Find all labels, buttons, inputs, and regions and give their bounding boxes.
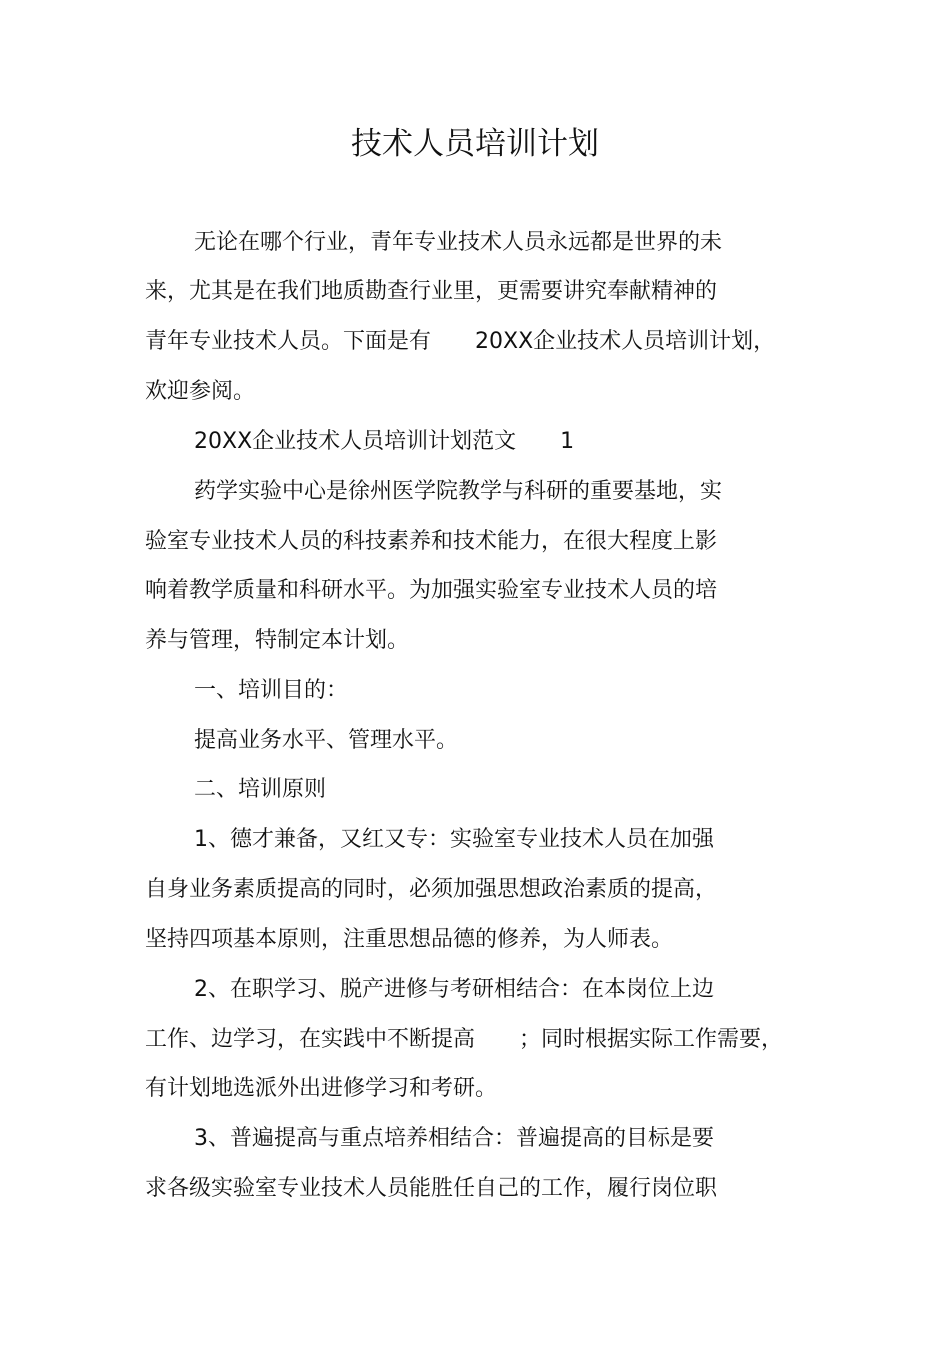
paragraph-line: 1、德才兼备，又红又专：实验室专业技术人员在加强	[194, 827, 714, 852]
paragraph-line: 养与管理，特制定本计划。	[145, 628, 410, 653]
document-title: 技术人员培训计划	[351, 126, 599, 162]
paragraph-line: 提高业务水平、管理水平。	[194, 728, 459, 753]
paragraph-line: 欢迎参阅。	[145, 379, 256, 404]
paragraph-line: 验室专业技术人员的科技素养和技术能力，在很大程度上影	[145, 529, 718, 554]
paragraph-line: 响着教学质量和科研水平。为加强实验室专业技术人员的培	[145, 578, 718, 603]
paragraph-line: 药学实验中心是徐州医学院教学与科研的重要基地，实	[194, 479, 723, 504]
section-heading: 二、培训原则	[194, 777, 327, 802]
paragraph-line: 自身业务素质提高的同时，必须加强思想政治素质的提高，	[145, 877, 718, 902]
paragraph-line: 来，尤其是在我们地质勘查行业里，更需要讲究奉献精神的	[145, 279, 718, 304]
paragraph-line: 青年专业技术人员。下面是有 20XX企业技术人员培训计划，	[145, 329, 776, 354]
paragraph-line: 2、在职学习、脱产进修与考研相结合：在本岗位上边	[194, 977, 714, 1002]
paragraph-line: 坚持四项基本原则，注重思想品德的修养，为人师表。	[145, 927, 674, 952]
paragraph-line: 无论在哪个行业，青年专业技术人员永远都是世界的未	[194, 230, 723, 255]
section-heading: 一、培训目的：	[194, 678, 349, 703]
paragraph-line: 有计划地选派外出进修学习和考研。	[145, 1076, 498, 1101]
section-heading: 20XX企业技术人员培训计划范文 1	[194, 429, 575, 454]
paragraph-line: 工作、边学习，在实践中不断提高 ；同时根据实际工作需要，	[145, 1027, 784, 1052]
paragraph-line: 求各级实验室专业技术人员能胜任自己的工作，履行岗位职	[145, 1176, 718, 1201]
paragraph-line: 3、普遍提高与重点培养相结合：普遍提高的目标是要	[194, 1126, 714, 1151]
